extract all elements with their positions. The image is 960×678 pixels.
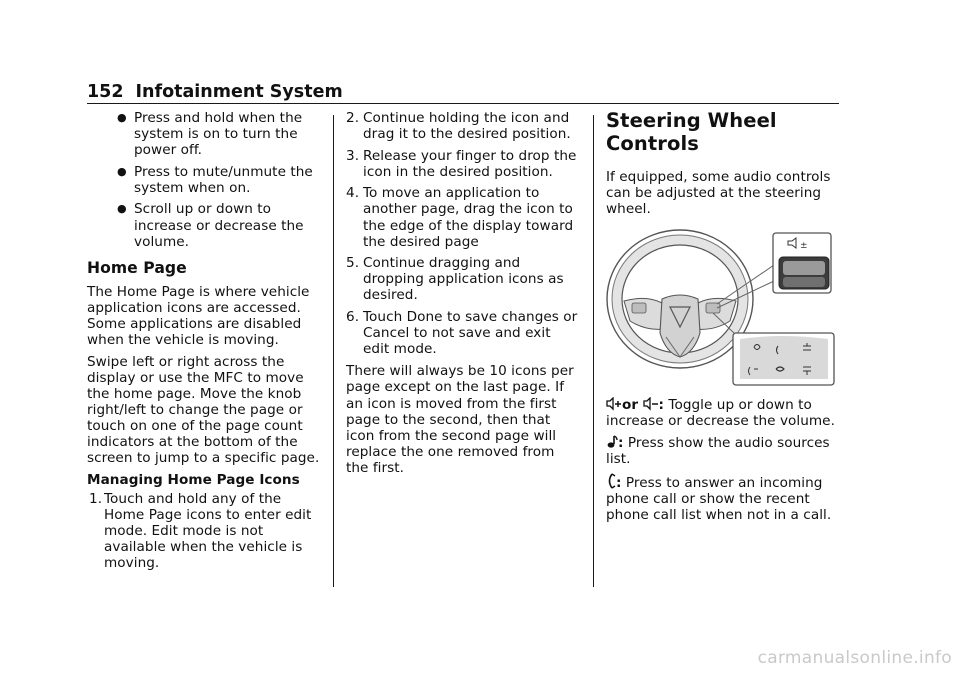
phone-colon: : [616,474,622,491]
svg-text:±: ± [800,241,808,252]
step-item [346,148,578,180]
steering-wheel-controls-heading: Steering Wheel Controls [606,109,777,155]
bullet-item [87,164,325,196]
source-colon: : [618,434,624,451]
step-item [346,185,578,249]
page-number: 152 [87,82,124,102]
swipe-paragraph: Swipe left or right across the display or use the MFC to move the home page. Move the knob right/left to change the page or touch on one of the page count indicators at the bottom of the screen to jump to a specific page. [87,353,320,467]
phone-icon [606,473,616,489]
column-3 [606,110,844,528]
step-text: To move an application to another page, drag the icon to the edge of the display toward the desired page [363,185,574,250]
home-page-heading: Home Page [87,258,187,277]
continued-steps-list [346,110,578,357]
step-text: Continue dragging and dropping application icons as desired. [363,255,564,304]
step-text: Continue holding the icon and drag it to the desired position. [363,110,571,143]
bullet-text: Press to mute/unmute the system when on. [134,163,313,196]
bullet-icon: ● [117,202,127,216]
step-number: 6. [346,309,360,326]
bullet-item [87,110,325,158]
phone-text: Press to answer an incoming phone call or show the recent phone call list when not in a call. [606,474,832,523]
source-text: Press show the audio sources list. [606,434,830,468]
phone-description [606,473,844,523]
volume-or-word: or [622,397,639,414]
page-header [87,81,839,103]
column-divider-1 [333,115,334,587]
volume-up-icon [606,397,622,411]
managing-steps-list [87,491,325,571]
step-item [87,491,325,571]
bullet-icon: ● [117,164,127,178]
step-number: 1. [89,490,103,507]
step-number: 2. [346,110,360,126]
watermark-text: carmanualsonline.info [757,648,952,668]
volume-colon: : [658,397,665,414]
home-page-paragraph: The Home Page is where vehicle application icons are accessed. Some applications are disabled when the vehicle is moving. [87,283,310,349]
column-1 [87,110,325,577]
bullet-text: Press and hold when the system is on to turn the power off. [134,110,303,159]
step-number: 3. [346,147,360,164]
header-rule [87,103,839,104]
step-text: Touch and hold any of the Home Page icons to enter edit mode. Edit mode is not available when the vehicle is moving. [104,490,312,572]
step-item [346,255,578,303]
section-title: Infotainment System [135,82,343,102]
volume-description [606,397,844,429]
column-2 [346,110,578,481]
step-text: Touch Done to save changes or Cancel to not save and exit edit mode. [363,309,578,358]
column-divider-2 [593,115,594,587]
step-text: Release your finger to drop the icon in the desired position. [363,147,577,180]
step-number: 5. [346,255,360,272]
step-item [346,110,578,142]
power-bullet-list [87,110,325,250]
steering-wheel-illustration [606,229,836,387]
icons-per-page-paragraph: There will always be 10 icons per page except on the last page. If an icon is moved from the first page to the second, then that icon from the second page will replace the one removed from the first. [346,363,574,476]
bullet-icon: ● [117,111,127,124]
volume-down-icon [643,397,659,411]
step-item [346,309,578,357]
bullet-text: Scroll up or down to increase or decrease the volume. [134,201,304,250]
source-description [606,435,844,467]
managing-icons-heading: Managing Home Page Icons [87,471,300,488]
volume-text: Toggle up or down to increase or decrease the volume. [606,397,835,430]
bullet-item [87,201,325,249]
steering-intro-paragraph: If equipped, some audio controls can be adjusted at the steering wheel. [606,169,831,218]
music-note-icon [606,435,618,449]
step-number: 4. [346,185,360,202]
